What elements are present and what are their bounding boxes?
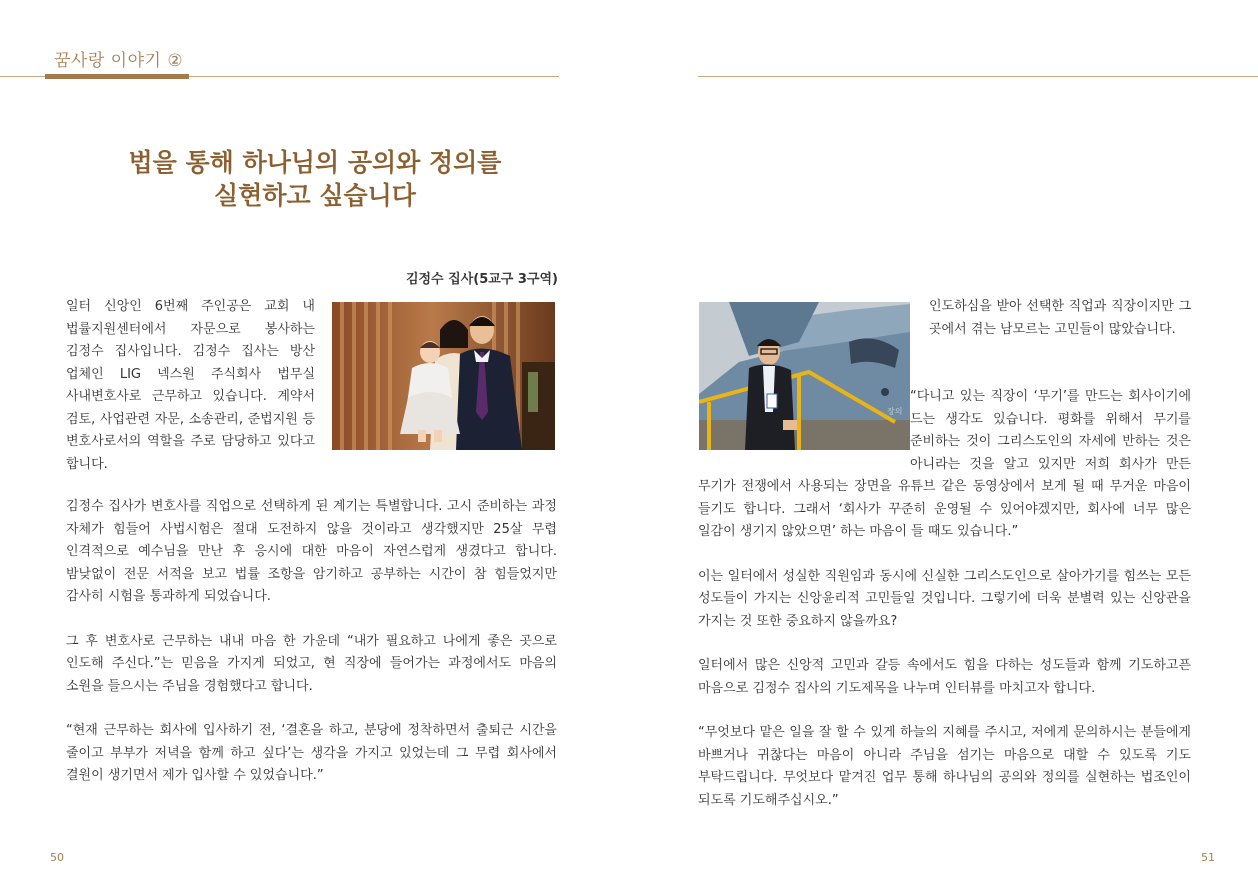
intro-paragraph: 일터 신앙인 6번째 주인공은 교회 내 법률지원센터에서 자문으로 봉사하는 김정수 집사입니다. 김정수 집사는 방산 업체인 LIG 넥스원 주식회사 법무실 사내변호사로 근무하고 있습니다. 계약서 검토, 사업관련 자문, 소송관리, 준법지원 등 변호사로서의 역할을 주로 담당하고 있다고 합니다. — [66, 299, 315, 472]
body-paragraph: 김정수 집사가 변호사를 직업으로 선택하게 된 계기는 특별합니다. 고시 준비하는 과정 자체가 힘들어 사법시험은 절대 도전하지 않을 것이라고 생각했지만 25살 무렵 인격적으로 예수님을 만난 후 응시에 대한 마음이 자연스럽게 생겼다고 합니다. 밤낮없이 전문 서적을 보고 법률 조항을 암기하고 공부하는 시간이 참 힘들었지만 감사히 시험을 통과하게 되었습니다. — [66, 499, 557, 604]
right-intro-block — [929, 296, 1191, 341]
article-title-line2: 실현하고 싶습니다 — [214, 181, 416, 210]
body-paragraph: 이는 일터에서 성실한 직원임과 동시에 신실한 그리스도인으로 살아가기를 힘쓰는 모든 성도들이 가지는 신앙윤리적 고민들일 것입니다. 그렇기에 더욱 분별력 있는 신앙관을 가지는 것 또한 중요하지 않을까요? — [698, 568, 1191, 629]
intro-text-block — [66, 296, 315, 476]
section-label: 꿈사랑 이야기 ② — [54, 51, 184, 71]
header-rule-right — [698, 76, 1258, 77]
body-paragraph: 일터에서 많은 신앙적 고민과 갈등 속에서도 힘을 다하는 성도들과 함께 기도하고픈 마음으로 김정수 집사의 기도제목을 나누며 인터뷰를 마치고자 합니다. — [698, 658, 1191, 696]
header-accent-bar — [45, 74, 189, 79]
body-paragraph: “무엇보다 맡은 일을 잘 할 수 있게 하늘의 지혜를 주시고, 저에게 문의하시는 분들에게 바쁘거나 귀찮다는 마음이 아니라 주님을 섬기는 마음으로 대할 수 있도록 기도 부탁드립니다. 무엇보다 맡겨진 업무 통해 하나님의 공의와 정의를 실현하는 법조인이 되도록 기도해주십시오.” — [698, 725, 1191, 808]
page-number-left: 50 — [50, 851, 64, 864]
body-paragraph: “현재 근무하는 회사에 입사하기 전, ‘결혼을 하고, 분당에 정착하면서 출퇴근 시간을 줄이고 부부가 저녁을 함께 하고 싶다’는 생각을 가지고 있었는데 그 무렵 회사에서 결원이 생기면서 제가 입사할 수 있었습니다.” — [66, 723, 557, 783]
page-number-right: 51 — [1201, 851, 1215, 864]
quote-text: “다니고 있는 직장이 ‘무기’를 만드는 회사이기에 드는 생각도 있습니다. 평화를 위해서 무기를 준비하는 것이 그리스도인의 자세에 반하는 것은 아니라는 것을 알고 있지만 저희 회사가 만든 무기가 전쟁에서 사용되는 장면을 유튜브 같은 동영상에서 보게 될 때 무거운 마음이 들기도 합니다. 그래서 ‘회사가 꾸준히 운영될 수 있어야겠지만, 회사에 너무 많은 일감이 생기지 않았으면’ 하는 마음이 들 때도 있습니다.” — [698, 389, 1191, 539]
article-title — [40, 146, 590, 212]
right-page — [629, 0, 1258, 892]
family-photo — [332, 302, 555, 450]
body-paragraph: 그 후 변호사로 근무하는 내내 마음 한 가운데 “내가 필요하고 나에게 좋은 곳으로 인도해 주신다.”는 믿음을 가지게 되었고, 현 직장에 들어가는 과정에서도 마음의 소원을 들으시는 주님을 경험했다고 합니다. — [66, 633, 557, 694]
article-title-line1: 법을 통해 하나님의 공의와 정의를 — [128, 148, 502, 177]
svg-text:장의: 장의 — [887, 407, 903, 416]
quote-paragraph — [698, 386, 1191, 544]
photo-wrap-spacer — [698, 386, 910, 454]
left-body — [66, 496, 557, 788]
intro-paragraph-right: 인도하심을 받아 선택한 직업과 직장이지만 그 곳에서 겪는 남모르는 고민들이 많았습니다. — [929, 299, 1191, 337]
byline: 김정수 집사(5교구 3구역) — [405, 272, 558, 287]
right-body — [698, 386, 1191, 812]
